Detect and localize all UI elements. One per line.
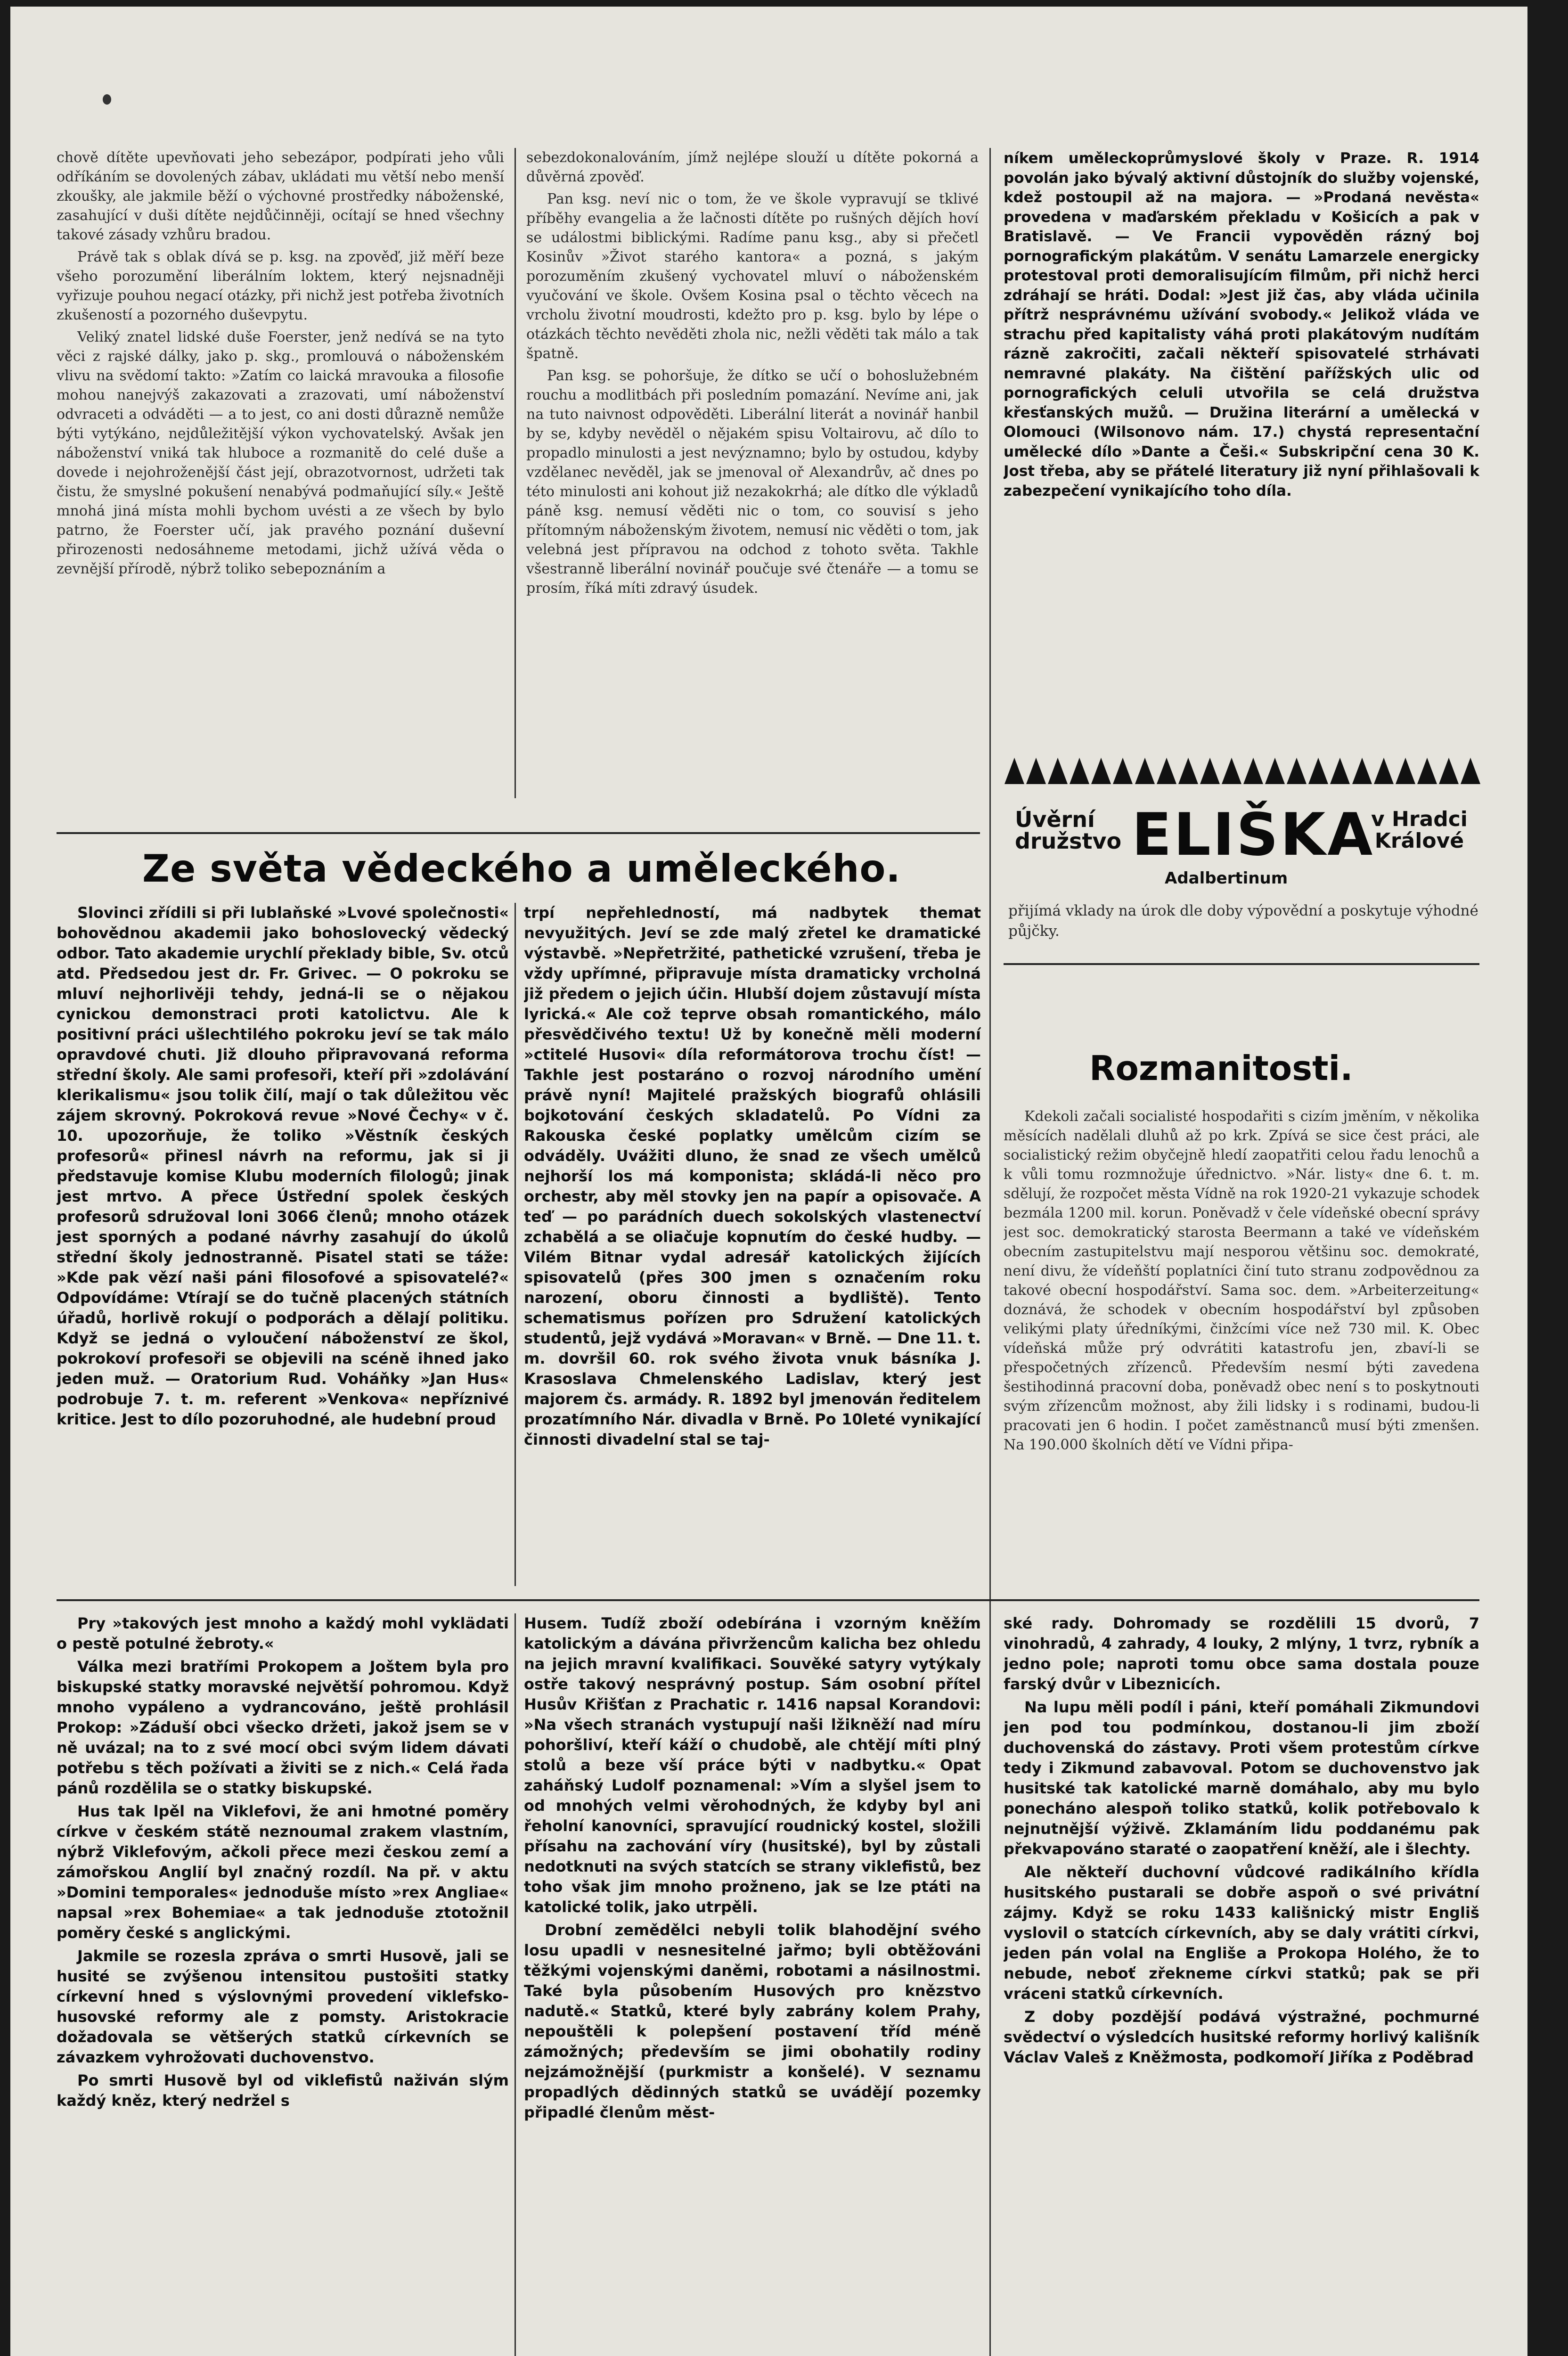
- border-triangle: [1070, 758, 1089, 784]
- miscellany-heading: Rozmanitosti.: [1089, 1048, 1353, 1088]
- top-left-column: [57, 148, 504, 817]
- section-headline: Ze světa vědeckého a uměleckého.: [142, 847, 901, 891]
- border-triangle: [1265, 758, 1285, 784]
- science-column-2: [524, 903, 981, 1600]
- paragraph: Pan ksg. neví nic o tom, že ve škole vypravují se tklivé příběhy evangelia a že lačnosti dítěte po rušných dějích hoví se událostmi biblickými. Radíme panu ksg., aby si přečetl Kosinův »Život starého kantora« a pozná, s jakým porozuměním zkušený vychovatel mluví o náboženském vyučování ve škole. Ovšem Kosina psal o těchto věcech na vrcholu životní moudrosti, kdežto pro p. ksg. bylo by lépe o otázkách těchto nevěděti zhola nic, nežli věděti tak málo a tak špatně.: [526, 191, 979, 362]
- border-triangle: [1113, 758, 1133, 784]
- ad-left-line: Úvěrní: [1015, 807, 1095, 832]
- paragraph: sebezdokonalováním, jímž nejlépe slouží u dítěte pokorná a důvěrná zpověď.: [526, 149, 979, 185]
- border-triangle: [1004, 758, 1024, 784]
- border-triangle: [1461, 758, 1480, 784]
- paragraph: Jakmile se rozesla zpráva o smrti Husově, jali se husité se zvýšenou intensitou pustošiti statky církevní hned s výslovnými provedení viklefsko-husovské reformy ale z pomsty. Aristokracie dožadovala se většerých statků církevních se závazkem vyhrožovati duchovenstvo.: [57, 1947, 509, 2066]
- triangle-border: [1004, 756, 1480, 788]
- ad-left-line: družstvo: [1015, 828, 1122, 854]
- print-mark: [103, 94, 111, 105]
- ad-text-block: [1008, 901, 1479, 953]
- bottom-column-3: [1004, 1613, 1479, 2356]
- border-triangle: [1200, 758, 1220, 784]
- newspaper-page: [10, 7, 1527, 2356]
- paragraph: chově dítěte upevňovati jeho sebezápor, podpírati jeho vůli odříkáním se dovolených zábav, ukládati mu větší nebo menší zkoušky, ale jakmile běží o výchovné prostředky náboženské, zasahující v duši dítěte nejdůčinněji, ocítají se hned všechny takové zásady vzhůru bradou.: [57, 149, 504, 243]
- top-right-column: [1004, 149, 1479, 743]
- border-triangle: [1396, 758, 1415, 784]
- paragraph: Husem. Tudíž zboží odebírána i vzorným kněžím katolickým a dávána přivržencům kalicha bez ohledu na jejich mravní kvalifikaci. Souvěké satyry vytýkaly ostře takový nesprávný postup. Sám osobní přítel Husův Křišťan z Prachatic r. 1416 napsal Korandovi: »Na všech stranách vystupují naši lžikněží nad míru pohoršliví, kteří káží o chudobě, ale chtějí míti plný stolů a beze vší práce býti v nadbytku.« Opat zaháňský Ludolf poznamenal: »Vím a slyšel jsem to od mnohých velmi věrohodných, že kdyby byl ani řeholní kanovníci, spravující roudnický kostel, složili přísahu na zachování víry (husitské), byl by zůstali nedotknuti na svých statcích se strany viklefistů, bez toho však jim mnoho prožneno, jak se lze ptáti na katolické tolik, jako utrpěli.: [524, 1614, 981, 1916]
- border-triangle: [1135, 758, 1155, 784]
- paragraph: Z doby pozdější podává výstražné, pochmurné svědectví o výsledcích husitské reformy horlivý kališník Václav Valeš z Kněžmosta, podkomoří Jiříka z Poděbrad: [1004, 2008, 1479, 2066]
- border-triangle: [1178, 758, 1198, 784]
- border-triangle: [1352, 758, 1372, 784]
- paragraph: Drobní zemědělci nebyli tolik blahodějní svého losu upadli v nesnesitelné jařmo; byli obtěžováni těžkými vojenskými daněmi, robotami a násilnostmi. Také byla působením Husových pro knězstvo nadutě.« Statků, které byly zabrány kolem Prahy, nepouštěli k polepšení postavení tříd méně zámožných; především se jimi obohatily rodiny nejzámožnější (purkmistr a konšelé). V seznamu propadlých dědinných statků se uvádějí pozemky připadlé členům měst-: [524, 1921, 981, 2121]
- paragraph: Slovinci zřídili si při lublaňské »Lvové společnosti« bohovědnou akademii jako bohoslovecký vědecký odbor. Tato akademie urychlí překlady bible, Sv. otců atd. Předsedou jest dr. Fr. Grivec. — O pokroku se mluví nejhorlivěji tehdy, jedná-li se o nějakou cynickou demonstraci proti katolictvu. Ale k positivní práci ušlechtilého pokroku jeví se tak málo opravdové chuti. Již dlouho připravovaná reforma střední školy. Ale sami profesoři, kteří při »zdolávání klerikalismu« jsou tolik čilí, mají o tak důležitou věc zájem skrovný. Pokroková revue »Nové Čechy« v č. 10. upozorňuje, že toliko »Věstník českých profesorů« přinesl návrh na reformu, jak si ji představuje komise Klubu moderních filologů; jinak jest mrtvo. A přece Ústřední spolek českých profesorů sdružoval loni 3066 členů; mnoho otázek jest sporných a podané návrhy zasahují do úkolů střední školy jednostranně. Pisatel stati se táže: »Kde pak vězí naši páni filosofové a spisovatelé?« Odpovídáme: Vtírají se do tučně placených státních úřadů, horlivě rokují o podporách a dělají politiku. Když se jedná o vyloučení náboženství ze škol, pokrokoví profesoři se objevili na scéně ihned jako jeden muž. — Oratorium Rud. Voháňky »Jan Hus« podrobuje 7. t. m. referent »Venkova« nepříznivé kritice. Jest to dílo pozoruhodné, ale hudební proud: [57, 904, 509, 1428]
- border-triangle: [1026, 758, 1046, 784]
- paragraph: trpí nepřehledností, má nadbytek themat nevyužitých. Jeví se zde malý zřetel ke dramatické výstavbě. »Nepřetržité, pathetické vzrušení, třeba je vždy upřímné, připravuje místa dramaticky vrcholná již předem o jejich účin. Hlubší dojem zůstavují místa lyrická.« Ale což teprve obsah romantického, málo přesvědčivého textu! Už by konečně měli moderní »ctitelé Husovi« díla reformátorova trochu číst! — Takhle jest postaráno o rozvoj národního umění právě nyní! Majitelé pražských biografů ohlásili bojkotování českých skladatelů. Po Vídni za Rakouska české poplatky umělcům cizím se odváděly. Uvážiti dluno, že snad ze všech umělců nejhorší los má komponista; skládá-li něco pro orchestr, aby měl stovky jen na papír a opisovače. A teď — po parádních duech sokolských vlastenectví zchabělá a se oliačuje kopnutím do české hudby. — Vilém Bitnar vydal adresář katolických žijících spisovatelů (přes 300 jmen s označením roku narození, oboru činnosti a bydliště). Tento schematismus pořízen pro Sdružení katolických studentů, jejž vydává »Moravan« v Brně. — Dne 11. t. m. dovršil 60. rok svého života vnuk básníka J. Krasoslava Chmelenského Ladislav, který jest majorem čs. armády. R. 1892 byl jmenován ředitelem prozatímního Nár. divadla v Brně. Po 10leté vynikající činnosti divadelní stal se taj-: [524, 904, 981, 1448]
- paragraph: Kdekoli začali socialisté hospodařiti s cizím jměním, v několika měsících nadělali dluhů až po krk. Zpívá se sice čest práci, ale socialistický režim obyčejně hledí zaopatřiti celou řadu lenochů a k vůli tomu rozmnožuje úřednictvo. »Nár. listy« dne 6. t. m. sdělují, že rozpočet města Vídně na rok 1920-21 vykazuje schodek bezmála 1200 mil. korun. Poněvadž v čele vídeňské obecní správy jest soc. demokratický starosta Beermann a také ve vídeňském obecním zastupitelstvu mají nesporou většinu soc. demokraté, není divu, že vídeňští poplatníci činí tuto stranu zodpovědnou za takové obecní hospodářství. Sama soc. dem. »Arbeiterzeitung« doznává, že schodek v obecním hospodářství byl způsoben velikými platy úředníkými, činžcími více než 730 mil. K. Obec vídeňská může prý odvrátiti katastrofu jen, zbaví-li se přespočetných zřízenců. Především nesmí býti zavedena šestihodinná pracovní doba, poněvadž obec není s to poskytnouti svým zřízencům možnost, aby žili lidsky i s rodinami, budou-li pracovati jen 6 hodin. I počet zaměstnanců musí býti zmenšen. Na 190.000 školních dětí ve Vídni připa-: [1004, 1108, 1479, 1453]
- column-rule: [514, 903, 516, 1586]
- border-triangle: [1287, 758, 1307, 784]
- ad-right-line: Králové: [1374, 829, 1464, 853]
- border-triangle: [1222, 758, 1241, 784]
- ad-text: přijímá vklady na úrok dle doby výpovědní a poskytuje výhodné půjčky.: [1008, 902, 1478, 940]
- section-rule: [1004, 963, 1479, 965]
- ad-subtitle: Adalbertinum: [1165, 869, 1288, 888]
- paragraph: Na lupu měli podíl i páni, kteří pomáhali Zikmundovi jen pod tou podmínkou, dostanou-li jim zboží duchovenská do zástavy. Proti všem protestům církve tedy i Zikmund zabavoval. Potom se duchovenstvo jak husitské tak katolické marně domáhalo, aby mu bylo ponecháno alespoň toliko statků, kolik potřebovalo k nejnutnější výživě. Zklamáním lidu poddanému pak překvapováno staraté o zaopatření kněží, ale i šlechty.: [1004, 1698, 1479, 1858]
- ad-right-label: [1371, 809, 1468, 852]
- bottom-column-1: [57, 1613, 509, 2356]
- border-triangle: [1157, 758, 1176, 784]
- paragraph: Po smrti Husově byl od viklefistů naživán slým každý kněz, který nedržel s: [57, 2071, 509, 2110]
- column-rule: [514, 148, 516, 798]
- border-triangle: [1374, 758, 1394, 784]
- border-triangle: [1439, 758, 1459, 784]
- paragraph: Právě tak s oblak dívá se p. ksg. na zpověď, již měří beze všeho porozumění liberálním loktem, který nejsnadněji vyřizuje pouhou negací otázky, při nichž jest potřeba životních zkušeností a pozorného duševpytu.: [57, 249, 504, 323]
- border-triangle: [1308, 758, 1328, 784]
- paragraph: Pan ksg. se pohoršuje, že dítko se učí o bohoslužebném rouchu a modlitbách při posledním pomazání. Nevíme ani, jak na tuto naivnost odpověděti. Liberální literát a novinář hanbil by se, kdyby nevěděl o nějakém spisu Voltairovu, ač dílo to propadlo minulosti a jest nevýznamno; bylo by ostudou, kdyby vzdělanec nevěděl, jak se jmenoval oř Alexandrův, ač dnes po této minulosti ani kohout již nezakokrhá; ale dítko dle výkladů páně ksg. nemusí věděti nic o tom, co souvisí s jeho přítomným náboženským životem, nemusí nic věděti o tom, jak velebná jest přípravou na odchod z tohoto světa. Takhle všestranně liberální novinář poučuje své čtenáře — a tomu se prosím, říká míti zdravý úsudek.: [526, 368, 979, 597]
- paragraph: ské rady. Dohromady se rozdělili 15 dvorů, 7 vinohradů, 4 zahrady, 4 louky, 2 mlýny, 1 tvrz, rybník a jedno pole; naproti tomu obce sama dostala pouze farský dvůr v Libeznicích.: [1004, 1614, 1479, 1693]
- paragraph: Hus tak lpěl na Viklefovi, že ani hmotné poměry církve v českém státě neznoumal zrakem vlastním, nýbrž Viklefovým, ačkoli přece mezi českou zemí a zámořskou Anglií byl značný rozdíl. Na př. v aktu »Domini temporales« jednoduše místo »rex Angliae« napsal »rex Bohemiae« a tak jednoduše ztotožnil poměry české s anglickými.: [57, 1802, 509, 1942]
- border-triangle: [1417, 758, 1437, 784]
- paragraph: Válka mezi bratřími Prokopem a Joštem byla pro biskupské statky moravské největší pohromou. Když mnoho vypáleno a vydrancováno, ještě prohlásil Prokop: »Záduší obci všecko držeti, jakož jsem se v ně uvázal; na to z své mocí obci svým lidem dávati potřebu s těch požívati a živiti se z nich.« Celá řada pánů rozdělila se o statky biskupské.: [57, 1658, 509, 1797]
- column-rule: [514, 1613, 516, 2356]
- column-rule: [989, 148, 991, 2356]
- science-column-1: [57, 903, 509, 1600]
- section-rule: [57, 832, 980, 834]
- paragraph: Pry »takových jest mnoho a každý mohl vyklädati o pestě potulné žebroty.«: [57, 1614, 509, 1652]
- border-triangle: [1048, 758, 1068, 784]
- paragraph: Ale někteří duchovní vůdcové radikálního křídla husitského pustarali se dobře aspoň o své privátní zájmy. Když se roku 1433 kališnický mistr Engliš vyslovil o statcích církevních, aby se daly vrátiti církvi, jeden pán volal na Engliše a Prokopa Holého, že to nebude, neboť zřekneme církvi statků; pak se při vráceni statků církevních.: [1004, 1863, 1479, 2003]
- ad-bank-name: ELIŠKA: [1132, 801, 1375, 869]
- border-triangle: [1091, 758, 1111, 784]
- ad-left-label: [1015, 809, 1121, 852]
- section-rule: [57, 1599, 1479, 1601]
- border-triangle: [1330, 758, 1350, 784]
- miscellany-column: [1004, 1107, 1479, 1587]
- ad-right-line: v Hradci: [1371, 807, 1468, 831]
- paragraph: níkem uměleckoprůmyslové školy v Praze. R. 1914 povolán jako bývalý aktivní důstojník do služby vojenské, kdež postoupil až na majora. — »Prodaná nevěsta« provedena v maďarském překladu v Košicích a pak v Bratislavě. — Ve Francii vypověděn rázný boj pornografickým plakátům. V senátu Lamarzele energicky protestoval proti demoralisujícím filmům, při nichž herci zdráhají se hráti. Dodal: »Jest již čas, aby vláda učinila přítrž nesprávnému užívání svobody.« Jelikož vláda ve strachu před kapitalisty váhá proti plakátovým nudítám rázně zakročiti, začali někteří spisovatelé strhávati nemravné plakáty. Na čištění pařížských ulic od pornografických celuli utvořila se celá družstva křesťanských mužů. — Družina literární a umělecká v Olomouci (Wilsonovo nám. 17.) chystá representační umělecké dílo »Dante a Češi.« Subskripční cena 30 K. Jost třeba, aby se přátelé literatury již nyní přihlašovali k zabezpečení vynikajícího toho díla.: [1004, 150, 1479, 499]
- top-middle-column: [526, 148, 979, 817]
- border-triangle: [1243, 758, 1263, 784]
- paragraph: Veliký znatel lidské duše Foerster, jenž nedívá se na tyto věci z rajské dálky, jako p. skg., promlouvá o náboženském vlivu na svědomí takto: »Zatím co laická mravouka a filosofie mohou nanejvýš zakazovati a zrazovati, umí náboženství odvraceti a odváděti — a to jest, co ani dosti důrazně nemůže býti vytýkáno, nejdůležitější výkon vychovatelský. Avšak jen náboženství vniká tak hluboce a rozmanitě do celé duše a dovede i nejohroženější část její, obrazotvornost, udržeti tak čistu, že smyslné pokušení nenabývá podmaňující síly.« Ještě mnohá jiná místa mohli bychom uvésti a ze všech by bylo patrno, že Foerster učí, jak pravého poznání duševní přirozenosti nedosáhneme metodami, jichž užívá věda o zevnější přírodě, nýbrž toliko sebepoznáním a: [57, 329, 504, 577]
- bottom-column-2: [524, 1613, 981, 2356]
